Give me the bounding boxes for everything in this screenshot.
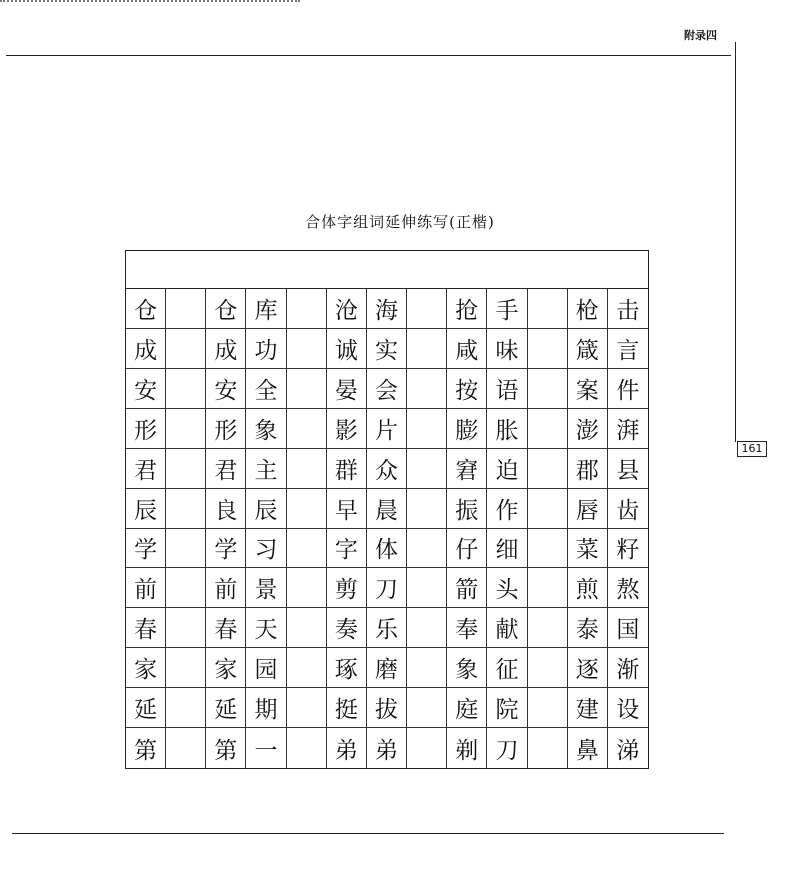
practice-cell: 晏 [327, 369, 367, 409]
practice-cell: 库 [246, 289, 286, 329]
practice-cell: 挺 [327, 688, 367, 728]
practice-cell-blank [166, 489, 206, 529]
practice-cell-blank [528, 369, 568, 409]
practice-cell: 仓 [126, 289, 166, 329]
practice-cell: 乐 [367, 608, 407, 648]
practice-cell-blank [166, 688, 206, 728]
practice-cell: 磨 [367, 648, 407, 688]
practice-cell-blank [528, 568, 568, 608]
practice-cell: 拔 [367, 688, 407, 728]
practice-cell: 春 [206, 608, 246, 648]
practice-cell: 字 [327, 529, 367, 569]
practice-cell-blank [287, 489, 327, 529]
practice-cell: 琢 [327, 648, 367, 688]
practice-cell-blank [287, 648, 327, 688]
practice-cell: 熬 [608, 568, 648, 608]
practice-cell: 海 [367, 289, 407, 329]
practice-cell: 第 [206, 728, 246, 768]
practice-cell: 学 [206, 529, 246, 569]
header-rule [6, 55, 731, 56]
practice-cell-blank [528, 688, 568, 728]
practice-cell-blank [166, 369, 206, 409]
practice-cell: 仓 [206, 289, 246, 329]
practice-cell: 一 [246, 728, 286, 768]
practice-cell-blank [528, 529, 568, 569]
practice-cell: 仔 [447, 529, 487, 569]
practice-cell: 逐 [568, 648, 608, 688]
practice-cell: 辰 [246, 489, 286, 529]
practice-cell-blank [528, 289, 568, 329]
practice-cell-blank [407, 568, 447, 608]
practice-cell: 天 [246, 608, 286, 648]
practice-cell: 前 [206, 568, 246, 608]
practice-cell: 箴 [568, 329, 608, 369]
practice-cell: 形 [126, 409, 166, 449]
practice-cell-blank [166, 728, 206, 768]
practice-cell-blank [528, 608, 568, 648]
practice-cell: 成 [206, 329, 246, 369]
practice-cell: 件 [608, 369, 648, 409]
practice-cell: 湃 [608, 409, 648, 449]
practice-cell-blank [528, 409, 568, 449]
practice-cell: 泰 [568, 608, 608, 648]
practice-cell: 县 [608, 449, 648, 489]
practice-cell: 众 [367, 449, 407, 489]
practice-cell: 刀 [487, 728, 527, 768]
practice-cell: 澎 [568, 409, 608, 449]
practice-cell: 安 [206, 369, 246, 409]
practice-cell-blank [528, 329, 568, 369]
practice-cell: 第 [126, 728, 166, 768]
practice-cell-blank [287, 529, 327, 569]
practice-cell: 击 [608, 289, 648, 329]
practice-cell: 早 [327, 489, 367, 529]
practice-cell: 弟 [367, 728, 407, 768]
practice-cell: 咸 [447, 329, 487, 369]
practice-cell: 体 [367, 529, 407, 569]
practice-cell: 实 [367, 329, 407, 369]
practice-cell-blank [407, 409, 447, 449]
practice-cell: 前 [126, 568, 166, 608]
practice-cell-blank [407, 329, 447, 369]
practice-cell-blank [166, 329, 206, 369]
practice-cell-blank [287, 329, 327, 369]
practice-cell: 语 [487, 369, 527, 409]
practice-cell: 作 [487, 489, 527, 529]
practice-cell: 园 [246, 648, 286, 688]
practice-cell: 院 [487, 688, 527, 728]
practice-cell: 枪 [568, 289, 608, 329]
practice-cell: 国 [608, 608, 648, 648]
page-number: 161 [737, 441, 767, 457]
practice-cell-blank [407, 728, 447, 768]
practice-cell-blank [407, 449, 447, 489]
practice-grid-header-row [126, 251, 648, 289]
practice-cell-blank [287, 369, 327, 409]
practice-cell: 家 [126, 648, 166, 688]
practice-cell: 诚 [327, 329, 367, 369]
practice-cell-blank [166, 648, 206, 688]
practice-grid-body [126, 289, 648, 768]
practice-cell: 建 [568, 688, 608, 728]
practice-cell: 群 [327, 449, 367, 489]
practice-cell: 辰 [126, 489, 166, 529]
practice-cell: 影 [327, 409, 367, 449]
practice-cell: 片 [367, 409, 407, 449]
practice-cell: 煎 [568, 568, 608, 608]
practice-cell: 渐 [608, 648, 648, 688]
practice-cell: 涕 [616, 737, 640, 764]
practice-cell-blank [528, 648, 568, 688]
practice-cell-blank [166, 608, 206, 648]
practice-cell-blank [287, 568, 327, 608]
practice-cell: 奏 [327, 608, 367, 648]
practice-cell: 设 [608, 688, 648, 728]
practice-cell: 言 [608, 329, 648, 369]
practice-cell: 良 [206, 489, 246, 529]
practice-cell: 主 [246, 449, 286, 489]
practice-cell: 象 [447, 648, 487, 688]
practice-cell: 刀 [367, 568, 407, 608]
practice-cell: 郡 [568, 449, 608, 489]
practice-cell: 沧 [327, 289, 367, 329]
practice-cell-blank [166, 409, 206, 449]
practice-cell-blank [166, 289, 206, 329]
practice-cell: 抢 [447, 289, 487, 329]
practice-cell: 会 [367, 369, 407, 409]
practice-cell: 献 [487, 608, 527, 648]
practice-cell: 唇 [568, 489, 608, 529]
right-margin-rule [735, 42, 736, 442]
practice-cell: 案 [568, 369, 608, 409]
practice-cell: 君 [126, 449, 166, 489]
practice-cell-blank [287, 728, 327, 768]
practice-cell: 迫 [487, 449, 527, 489]
practice-cell-blank [287, 289, 327, 329]
practice-cell: 胀 [487, 409, 527, 449]
practice-cell: 延 [126, 688, 166, 728]
practice-grid [125, 250, 649, 769]
practice-cell: 晨 [367, 489, 407, 529]
practice-cell: 箭 [447, 568, 487, 608]
practice-cell: 剃 [447, 728, 487, 768]
practice-cell: 功 [246, 329, 286, 369]
practice-cell: 征 [487, 648, 527, 688]
practice-cell: 奉 [447, 608, 487, 648]
practice-cell: 振 [447, 489, 487, 529]
practice-cell: 成 [126, 329, 166, 369]
practice-cell: 期 [246, 688, 286, 728]
practice-cell-blank [528, 728, 568, 768]
footer-rule [12, 833, 724, 834]
practice-cell-blank [407, 608, 447, 648]
practice-cell: 味 [487, 329, 527, 369]
practice-cell: 家 [206, 648, 246, 688]
practice-cell: 鼻 [568, 728, 608, 768]
practice-cell-blank [407, 529, 447, 569]
practice-cell: 籽 [608, 529, 648, 569]
practice-cell-blank [287, 688, 327, 728]
practice-cell: 全 [246, 369, 286, 409]
practice-cell: 按 [447, 369, 487, 409]
practice-cell: 弟 [327, 728, 367, 768]
practice-cell: 形 [206, 409, 246, 449]
practice-cell-blank [287, 409, 327, 449]
practice-cell: 膨 [447, 409, 487, 449]
practice-cell: 春 [126, 608, 166, 648]
practice-cell: 景 [246, 568, 286, 608]
practice-cell-blank [287, 608, 327, 648]
practice-cell-blank [407, 688, 447, 728]
practice-cell: 学 [126, 529, 166, 569]
practice-cell: 安 [126, 369, 166, 409]
practice-cell: 剪 [327, 568, 367, 608]
practice-cell: 头 [487, 568, 527, 608]
practice-cell-blank [528, 489, 568, 529]
practice-cell: 延 [206, 688, 246, 728]
practice-cell: 庭 [447, 688, 487, 728]
practice-cell-blank [407, 489, 447, 529]
page-title: 合体字组词延伸练写(正楷) [305, 213, 495, 231]
top-edge-scan-artifact [0, 0, 300, 6]
practice-cell-blank [407, 369, 447, 409]
practice-cell-blank [166, 568, 206, 608]
practice-cell: 细 [487, 529, 527, 569]
practice-cell: 菜 [568, 529, 608, 569]
practice-cell-blank [407, 648, 447, 688]
practice-cell-blank [166, 529, 206, 569]
practice-cell-blank [166, 449, 206, 489]
practice-cell: 窘 [447, 449, 487, 489]
practice-cell-blank [407, 289, 447, 329]
practice-cell-blank [528, 449, 568, 489]
practice-cell: 齿 [608, 489, 648, 529]
practice-cell: 习 [246, 529, 286, 569]
running-header: 附录四 [684, 29, 717, 42]
practice-cell-blank [287, 449, 327, 489]
practice-cell: 象 [246, 409, 286, 449]
practice-cell: 手 [487, 289, 527, 329]
practice-cell: 君 [206, 449, 246, 489]
